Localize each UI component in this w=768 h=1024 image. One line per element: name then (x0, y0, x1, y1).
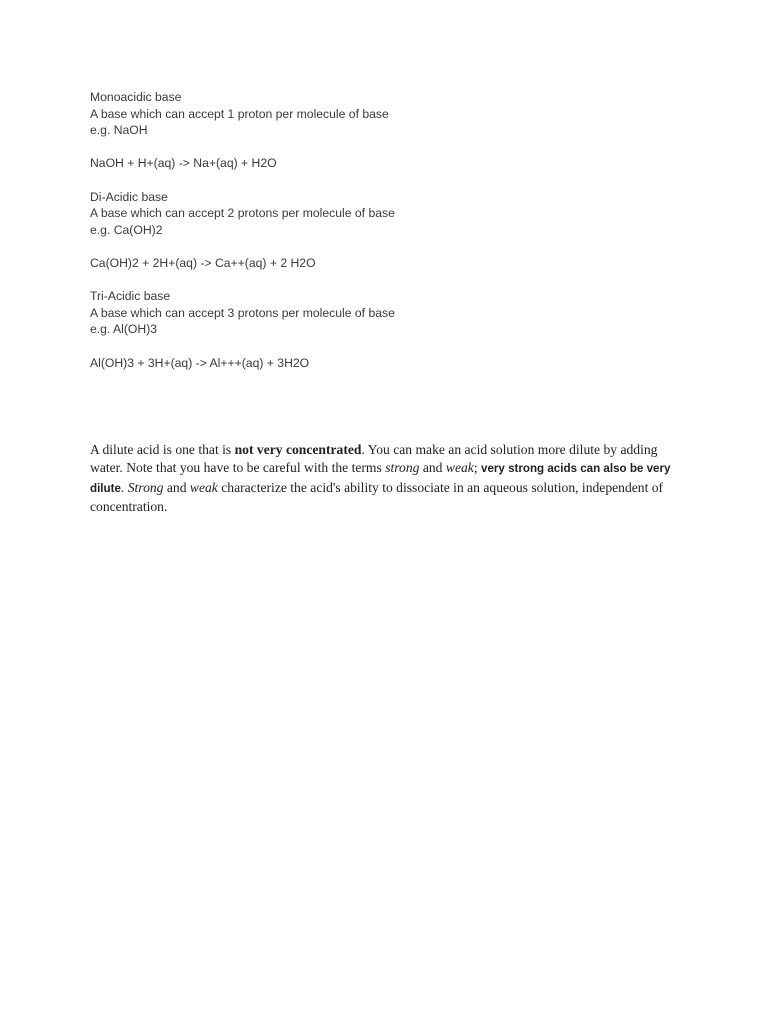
text-run: A dilute acid is one that is (90, 442, 235, 457)
monoacidic-title: Monoacidic base (90, 90, 182, 104)
bold-phrase-very-strong-acids: very strong acids can also be very dilute (90, 462, 671, 495)
triacidic-title: Tri-Acidic base (90, 289, 171, 304)
italic-term-strong: strong (385, 460, 420, 476)
diacidic-title: Di-Acidic base (90, 189, 168, 204)
text-run: characterize the acid's ability to dissociate in an aqueous solution, independent of concentration. (90, 479, 664, 515)
text-run: . You can make an acid solution more dilute by adding water. Note that you have to be careful with the terms (90, 442, 658, 476)
italic-term-weak-2: weak (189, 479, 218, 495)
monoacidic-equation: NaOH + H+(aq) -> Na+(aq) + H2O (90, 156, 277, 171)
italic-term-weak: weak (445, 460, 474, 476)
diacidic-equation: Ca(OH)2 + 2H+(aq) -> Ca++(aq) + 2 H2O (90, 255, 316, 270)
bold-term-not-very-concentrated: not very concentrated (234, 442, 362, 457)
spacer (90, 338, 690, 355)
triacidic-definition: A base which can accept 3 protons per molecule of base (90, 305, 395, 320)
triacidic-equation: Al(OH)3 + 3H+(aq) -> Al+++(aq) + 3H2O (90, 355, 310, 370)
text-run: . (120, 479, 128, 495)
triacidic-example: e.g. Al(OH)3 (90, 322, 158, 337)
acidic-bases-section (90, 89, 690, 371)
monoacidic-definition: A base which can accept 1 proton per molecule of base (90, 106, 389, 121)
text-run: and (419, 460, 446, 476)
spacer (90, 272, 690, 289)
spacer (90, 172, 690, 189)
dilute-acid-paragraph (90, 441, 690, 517)
text-run: and (163, 479, 190, 495)
spacer (90, 238, 690, 255)
monoacidic-example: e.g. NaOH (90, 123, 148, 138)
italic-term-strong-2: Strong (127, 479, 164, 495)
text-run: ; (473, 460, 481, 476)
diacidic-definition: A base which can accept 2 protons per molecule of base (90, 206, 395, 221)
spacer (90, 139, 690, 156)
diacidic-example: e.g. Ca(OH)2 (90, 222, 163, 237)
